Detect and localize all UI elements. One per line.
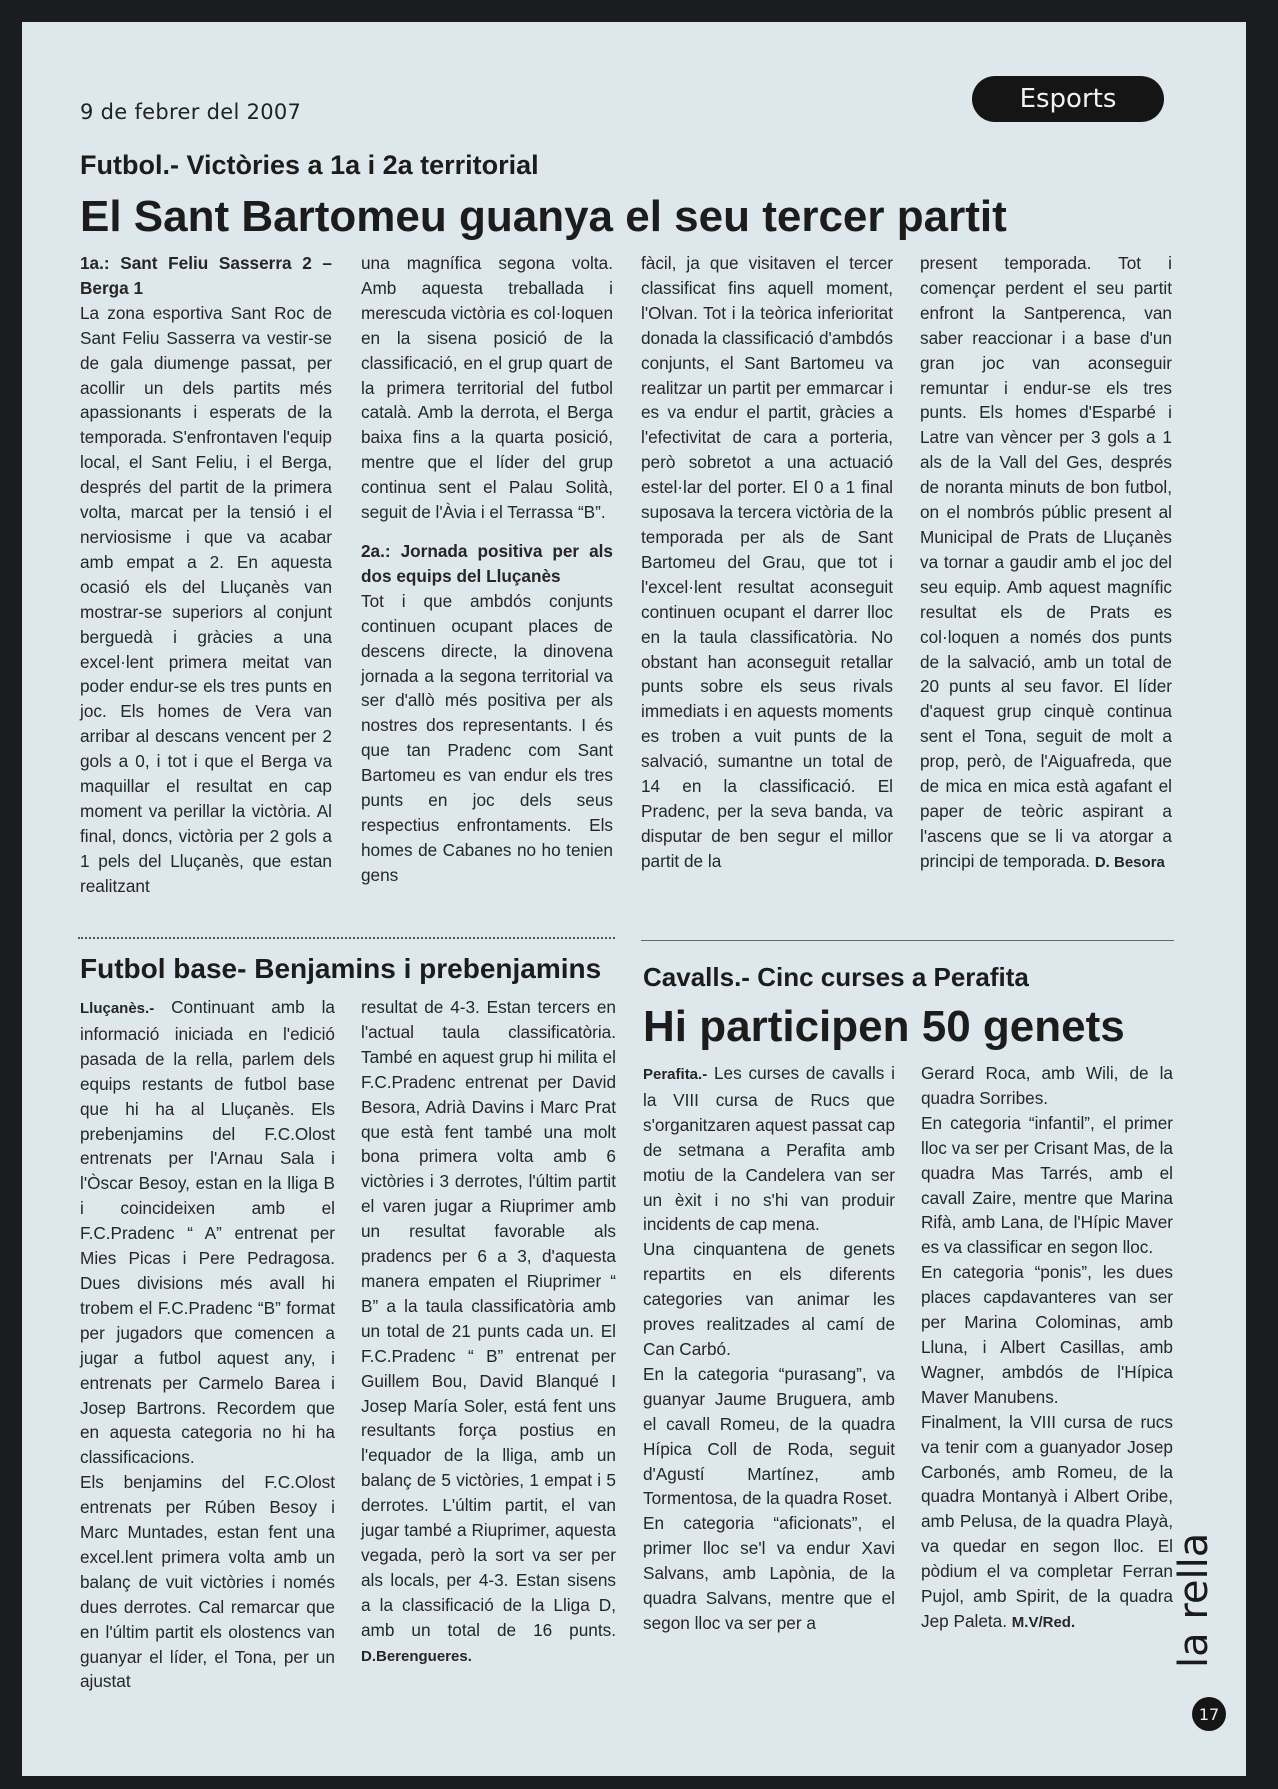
article1-byline: D. Besora — [1094, 853, 1165, 871]
article1-column-1 — [80, 251, 332, 899]
article3-kicker-title: Cinc curses a Perafita — [757, 962, 1029, 992]
article1-col4-body: present temporada. Tot i començar perdent el seu partit enfront la Santperenca, van saber reaccionar i a base d'un gran joc van aconseguir remuntar i endur-se els tres punts. Els homes d'Esparbé i Latre van vèncer per 3 gols a 1 als de la Vall del Ges, després de noranta minuts de bon futbol, on el nombrós públic present al Municipal de Prats de Lluçanès va tornar a gaudir amb el joc del seu equip. Amb aquest magnífic resultat els de Prats es col·loquen a només dos punts de la salvació, amb un total de 20 punts al seu favor. El líder d'aquest grup cinquè continua sent el Tona, seguit de molt a prop, però, de l'Aiguafreda, que de mica en mica està agafant el paper de teòric aspirant a l'ascens que se li va atorgar a principi de temporada. — [920, 253, 1172, 871]
article1-subheading-1: 1a.: Sant Feliu Sasserra 2 – Berga 1 — [80, 253, 332, 298]
section-divider-dotted — [78, 937, 615, 939]
article3-lead: Perafita.- — [643, 1066, 708, 1083]
article3-col2-p4 — [921, 1410, 1173, 1636]
article3-kicker — [643, 962, 1029, 993]
article3-col1-p1 — [643, 1061, 895, 1237]
article3-column-1 — [643, 1061, 895, 1636]
article3-col2-p2: En categoria “infantil”, el primer lloc va ser per Crisant Mas, de la quadra Mas Tarrés, amb el cavall Zaire, mentre que Marina Rifà, amb Lana, de l'Hípic Maver es va classificar en segon lloc. — [921, 1112, 1173, 1258]
article2-col1-body: Continuant amb la informació iniciada en l'edició pasada de la rella, parlem dels equips restants de futbol base que hi ha al Lluçanès. Els prebenjamins del F.C.Olost entrenats per l'Arnau Sala i l'Òscar Besoy, estan en la lliga B i coincideixen amb el F.C.Pradenc “ A” entrenat per Mies Picas i Pere Pedragosa. Dues divisions més avall hi trobem el F.C.Pradenc “B” format per jugadors que comencen a jugar a futbol aquest any, i entrenats per Carmelo Barea i Josep Bartrons. Recordem que en aquesta categoria no hi ha classificacions. — [80, 997, 335, 1468]
article3-col2-p3: En categoria “ponis”, les dues places capdavanteres van ser per Marina Colominas, amb Lluna, i Albert Casillas, amb Wagner, ambdós de l'Hípica Maver Manubens. — [921, 1262, 1173, 1407]
article1-col2-text: una magnífica segona volta. Amb aquesta treballada i merescuda victòria es col·loquen en la sisena posició de la classificació, en el grup quart de la primera territorial del futbol català. Amb la derrota, el Berga baixa fins a la quarta posició, mentre que el líder del grup continua sent el Palau Solità, seguit de l'Àvia i el Terrassa “B”. — [361, 253, 613, 523]
section-badge: Esports — [972, 76, 1164, 122]
article3-col2-p1: Gerard Roca, amb Wili, de la quadra Sorribes. — [921, 1063, 1173, 1108]
article2-col2-text — [361, 995, 616, 1669]
article3-headline: Hi participen 50 genets — [643, 1002, 1125, 1051]
article2-column-1 — [80, 995, 335, 1694]
article3-byline: M.V/Red. — [1011, 1613, 1076, 1631]
article1-col3-text: fàcil, ja que visitaven el tercer classificat fins aquell moment, l'Olvan. Tot i la teòrica inferioritat donada la classificació d'ambdós conjunts, el Sant Bartomeu va realitzar un partit per emmarcar i es va endur el partit, gràcies a l'efectivitat de cara a porteria, però sobretot a una actuació estel·lar del porter. El 0 a 1 final suposava la tercera victòria de la temporada per als de Sant Bartomeu del Grau, que tot i l'excel·lent resultat aconseguit continuen ocupant el darrer lloc en la taula classificatòria. No obstant han aconseguit retallar punts sobre els seus rivals immediats i en aquests moments es troben a vuit punts de la salvació, sumantne un total de 14 en la classificació. El Pradenc, per la seva banda, va disputar de ben segur el millor partit de la — [641, 253, 893, 871]
article1-col2-text2: Tot i que ambdós conjunts continuen ocupant places de descens directe, la dinovena jornada a la segona territorial va ser d'allò més positiva per als nostres dos representants. I és que tan Pradenc com Sant Bartomeu es van endur els tres punts en joc dels seus respectius enfrontaments. Els homes de Cabanes no ho tenien gens — [361, 590, 613, 885]
article2-kicker — [80, 953, 601, 985]
article3-col2-p4-body: Finalment, la VIII cursa de rucs va tenir com a guanyador Josep Carbonés, amb Romeu, de la quadra Montanyà i Albert Oribe, amb Pelusa, de la quadra Playà, va quedar en segon lloc. El pòdium el va completar Ferran Pujol, amb Spirit, de la quadra Jep Paleta. — [921, 1411, 1173, 1631]
article1-col4-text — [920, 251, 1172, 876]
article1-column-2 — [361, 251, 613, 888]
article1-column-3 — [641, 251, 893, 874]
article3-column-2 — [921, 1061, 1173, 1636]
publication-logo: la rella — [1171, 1532, 1217, 1668]
article1-kicker — [80, 150, 539, 181]
article3-col1-p4: En categoria “aficionats”, el primer lloc se'l va endur Xavi Salvans, amb Lapònia, de la quadra Salvans, mentre que el segon lloc va ser per a — [643, 1513, 895, 1633]
issue-date: 9 de febrer del 2007 — [80, 100, 302, 124]
article3-kicker-lead: Cavalls.- — [643, 962, 750, 992]
article1-kicker-title: Victòries a 1a i 2a territorial — [186, 150, 539, 180]
article1-headline: El Sant Bartomeu guanya el seu tercer partit — [80, 192, 1007, 241]
article2-lead: Lluçanès.- — [80, 1000, 155, 1017]
article2-kicker-title: Benjamins i prebenjamins — [254, 953, 602, 984]
page-number: 17 — [1192, 1697, 1226, 1731]
article1-col1-text: La zona esportiva Sant Roc de Sant Feliu Sasserra va vestir-se de gala diumenge passat, per acollir un dels partits més apassionants i esperats de la temporada. S'enfrontaven l'equip local, el Sant Feliu, i el Berga, després del partit de la primera volta, marcat per la tensió i el nerviosisme i que va acabar amb empat a 2. En aquesta ocasió els del Lluçanès van mostrar-se superiors al conjunt berguedà i gràcies a una excel·lent primera meitat van poder endur-se els tres punts en joc. Els homes de Vera van arribar al descans vencent per 2 gols a 0, i tot i que el Berga va maquillar el resultat en cap moment va perillar la victòria. Al final, doncs, victòria per 2 gols a 1 pels del Lluçanès, que estan realitzant — [80, 302, 332, 896]
article1-subheading-2: 2a.: Jornada positiva per als dos equips del Lluçanès — [361, 540, 613, 586]
article3-col1-p1-body: Les curses de cavalls i la VIII cursa de Rucs que s'organitzaren aquest passat cap de setmana a Perafita amb motiu de la Candelera van ser un èxit i no s'hi van produir incidents de cap mena. — [643, 1063, 895, 1235]
article3-col1-p2: Una cinquantena de genets repartits en els diferents categories van animar les proves realitzades al camí de Can Carbó. — [643, 1239, 895, 1359]
article2-column-2 — [361, 995, 616, 1669]
article2-col1-text2: Els benjamins del F.C.Olost entrenats per Rúben Besoy i Marc Muntades, estan fent una excel.lent primera volta amb un balanç de vuit victòries i només dues derrotes. Cal remarcar que en l'últim partit els olostencs van guanyar el líder, el Tona, per un ajustat — [80, 1472, 335, 1692]
article3-col1-p3: En la categoria “purasang”, va guanyar Jaume Bruguera, amb el cavall Romeu, de la quadra Hípica Coll de Roda, seguit d'Agustí Martínez, amb Tormentosa, de la quadra Roset. — [643, 1363, 895, 1509]
article2-byline: D.Berengueres. — [361, 1647, 472, 1665]
article2-kicker-lead: Futbol base- — [80, 953, 247, 984]
article2-col2-body: resultat de 4-3. Estan tercers en l'actual taula classificatòria. També en aquest grup hi milita el F.C.Pradenc entrenat per David Besora, Adrià Davins i Marc Prat que està fent també una molt bona primera volta amb 6 victòries i 3 derrotes, l'últim partit el varen jugar a Riuprimer amb un resultat favorable als pradencs per 6 a 3, d'aquesta manera empaten el Riuprimer “ B” a la taula classificatòria amb un total de 21 punts cada un. El F.C.Pradenc “ B” entrenat per Guillem Bou, David Blanqué I Josep María Soler, está fent uns resultants força postius en l'equador de la lliga, amb un balanç de 5 victòries, 1 empat i 5 derrotes. L'últim partit, el van jugar també a Riuprimer, aquesta vegada, però la sort va ser per als locals, per 4-3. Estan sisens a la classificació de la Lliga D, amb un total de 16 punts. — [361, 997, 616, 1640]
article1-kicker-lead: Futbol.- — [80, 150, 179, 180]
section-divider-rule — [641, 940, 1174, 941]
article2-col1-text1 — [80, 995, 335, 1470]
article1-column-4 — [920, 251, 1172, 876]
